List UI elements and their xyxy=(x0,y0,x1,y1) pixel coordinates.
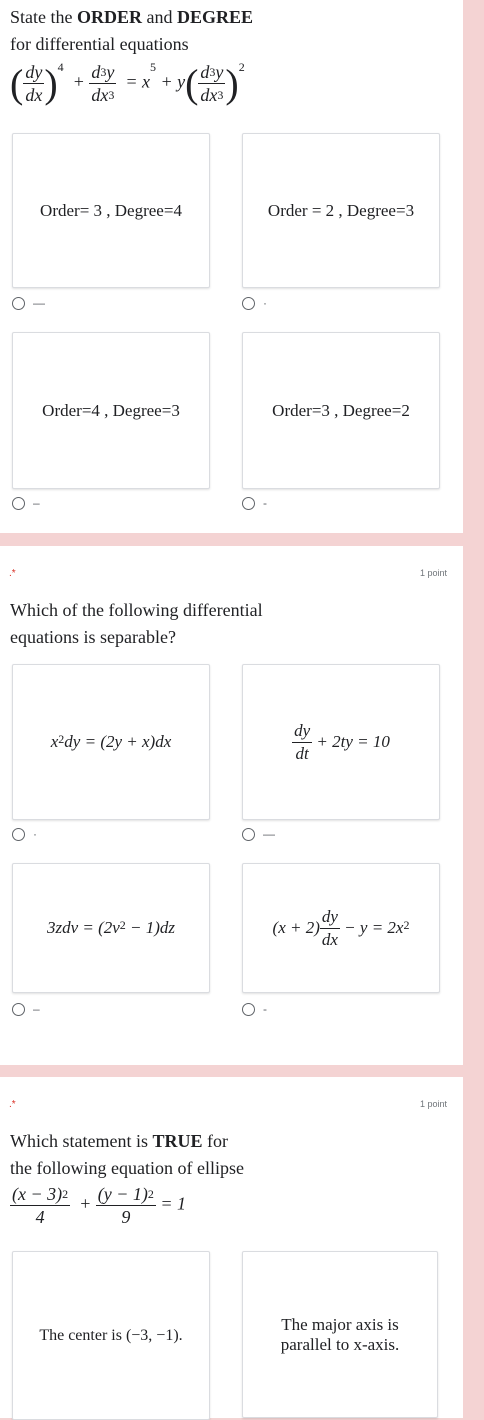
radio-label: — xyxy=(33,296,45,310)
question-1-equation: ( $\frac{dy}{dx}$ )$^4$ + $\frac{d^3y}{dx^3}$ = $x^5 + y$( $\frac{d^3y}{dx^3}$ )$^2$ xyxy=(10,60,245,106)
radio-button[interactable] xyxy=(242,297,255,310)
radio-label: – xyxy=(33,1002,40,1016)
question-2-text: Which of the following differential equations is separable? xyxy=(10,600,263,647)
radio-label: · xyxy=(263,296,267,310)
radio-button[interactable] xyxy=(12,497,25,510)
radio-label: – xyxy=(33,496,40,510)
question-3-equation: $\frac{(x - 3)^2}{4}$ + $\frac{(y - 1)^2}{9}$ = 1 xyxy=(12,1184,187,1227)
option-d-equation[interactable]: (x + 2) $\frac{dy}{dx}$ − $y = 2x^2$ xyxy=(242,863,440,993)
option-c-equation[interactable]: $3zdv = (2v^2 - 1)dz$ xyxy=(12,863,210,993)
option-major-axis-statement[interactable]: The major axis is parallel to x-axis. xyxy=(242,1251,438,1418)
option-order3-degree2[interactable]: Order=3 , Degree=2 xyxy=(242,332,440,489)
question-card-2 xyxy=(0,546,463,1065)
points-label: 1 point xyxy=(419,1099,447,1109)
question-card-3 xyxy=(0,1077,463,1418)
question-1-text: State the ORDER and DEGREE for differential equations xyxy=(10,7,254,54)
option-b-equation[interactable]: $\frac{dy}{dt}$ + 2ty = 10 xyxy=(242,664,440,820)
option-order3-degree4[interactable]: Order= 3 , Degree=4 xyxy=(12,133,210,288)
option-a-equation[interactable]: $x^2dy = (2y + x)dx$ xyxy=(12,664,210,820)
radio-button[interactable] xyxy=(12,297,25,310)
option-order4-degree3[interactable]: Order=4 , Degree=3 xyxy=(12,332,210,489)
option-center-statement[interactable]: The center is (−3, −1). xyxy=(12,1251,210,1420)
question-card-1 xyxy=(0,0,463,533)
radio-button[interactable] xyxy=(12,1003,25,1016)
radio-button[interactable] xyxy=(12,828,25,841)
question-3-text: Which statement is TRUE for the following equation of ellipse xyxy=(10,1131,244,1178)
radio-label: · xyxy=(33,827,37,841)
radio-button[interactable] xyxy=(242,497,255,510)
radio-label: — xyxy=(263,827,275,841)
radio-label: - xyxy=(263,1002,267,1016)
radio-label: - xyxy=(263,496,267,510)
radio-button[interactable] xyxy=(242,828,255,841)
required-star: .* xyxy=(9,568,16,579)
points-label: 1 point xyxy=(419,568,447,578)
option-order2-degree3[interactable]: Order = 2 , Degree=3 xyxy=(242,133,440,288)
radio-button[interactable] xyxy=(242,1003,255,1016)
required-star: .* xyxy=(9,1099,16,1110)
